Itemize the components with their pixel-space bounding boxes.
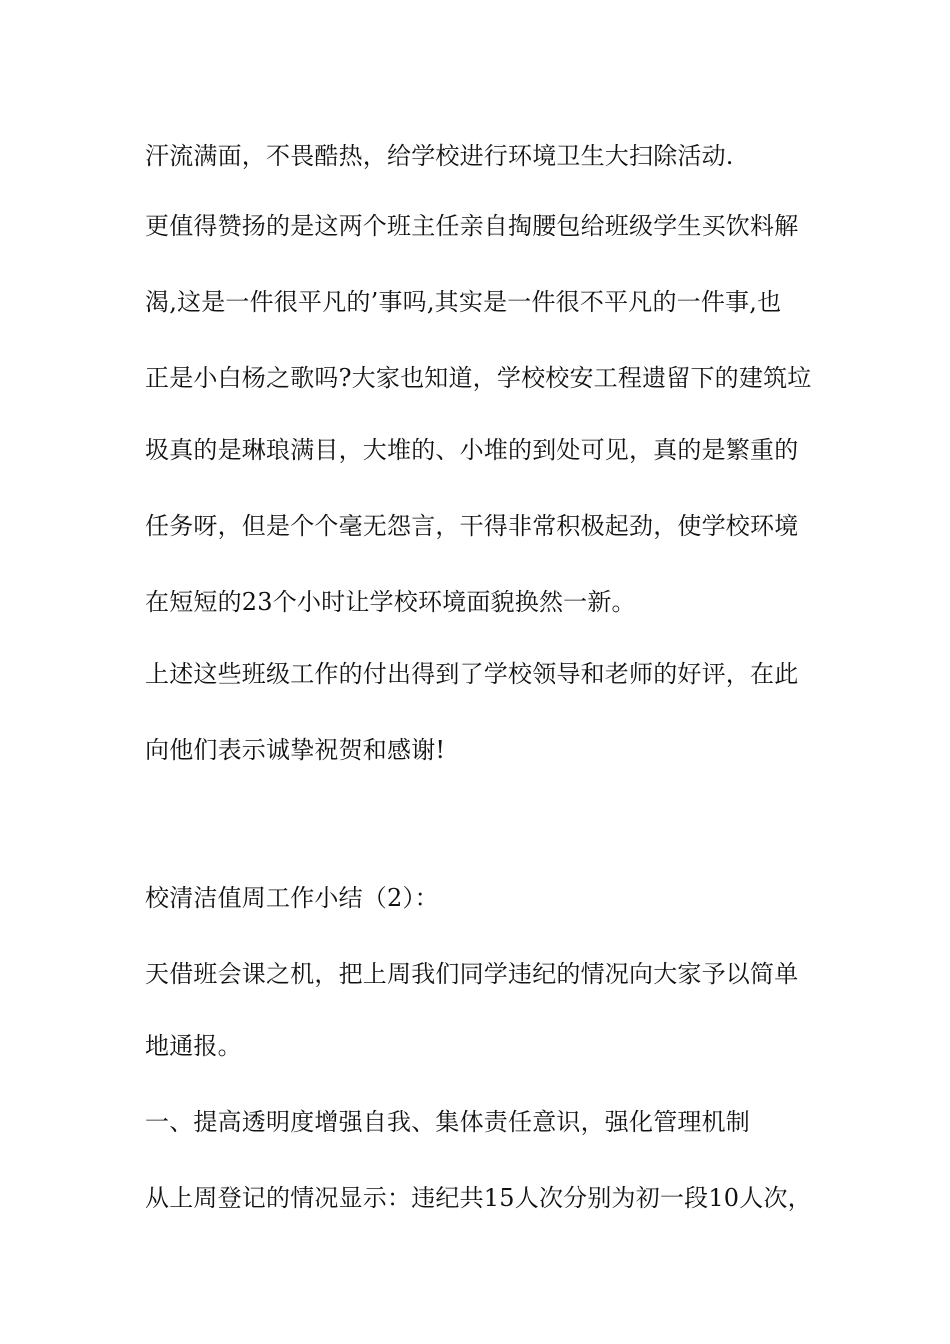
- paragraph-line: 更值得赞扬的是这两个班主任亲自掏腰包给班级学生买饮料解: [145, 212, 799, 240]
- paragraph-line: 在短短的23个小时让学校环境面貌换然一新。: [145, 588, 636, 616]
- paragraph-line: 地通报。: [145, 1032, 242, 1060]
- section-heading: 校清洁值周工作小结（2）：: [145, 884, 439, 912]
- paragraph-line: 上述这些班级工作的付出得到了学校领导和老师的好评，在此: [145, 660, 799, 688]
- paragraph-line: 正是小白杨之歌吗?大家也知道，学校校安工程遗留下的建筑垃: [145, 364, 812, 392]
- paragraph-line: 渴,这是一件很平凡的’事吗,其实是一件很不平凡的一件事,也: [145, 288, 782, 316]
- paragraph-line: 向他们表示诚挚祝贺和感谢!: [145, 736, 446, 764]
- paragraph-line: 天借班会课之机，把上周我们同学违纪的情况向大家予以简单: [145, 960, 799, 988]
- paragraph-line: 任务呀，但是个个毫无怨言，干得非常积极起劲，使学校环境: [145, 512, 799, 540]
- paragraph-line: 从上周登记的情况显示：违纪共15人次分别为初一段10人次，: [145, 1184, 812, 1212]
- paragraph-line: 圾真的是琳琅满目，大堆的、小堆的到处可见，真的是繁重的: [145, 436, 799, 464]
- subheading-line: 一、提高透明度增强自我、集体责任意识，强化管理机制: [145, 1108, 750, 1136]
- paragraph-line: 汗流满面，不畏酷热，给学校进行环境卫生大扫除活动.: [145, 142, 734, 170]
